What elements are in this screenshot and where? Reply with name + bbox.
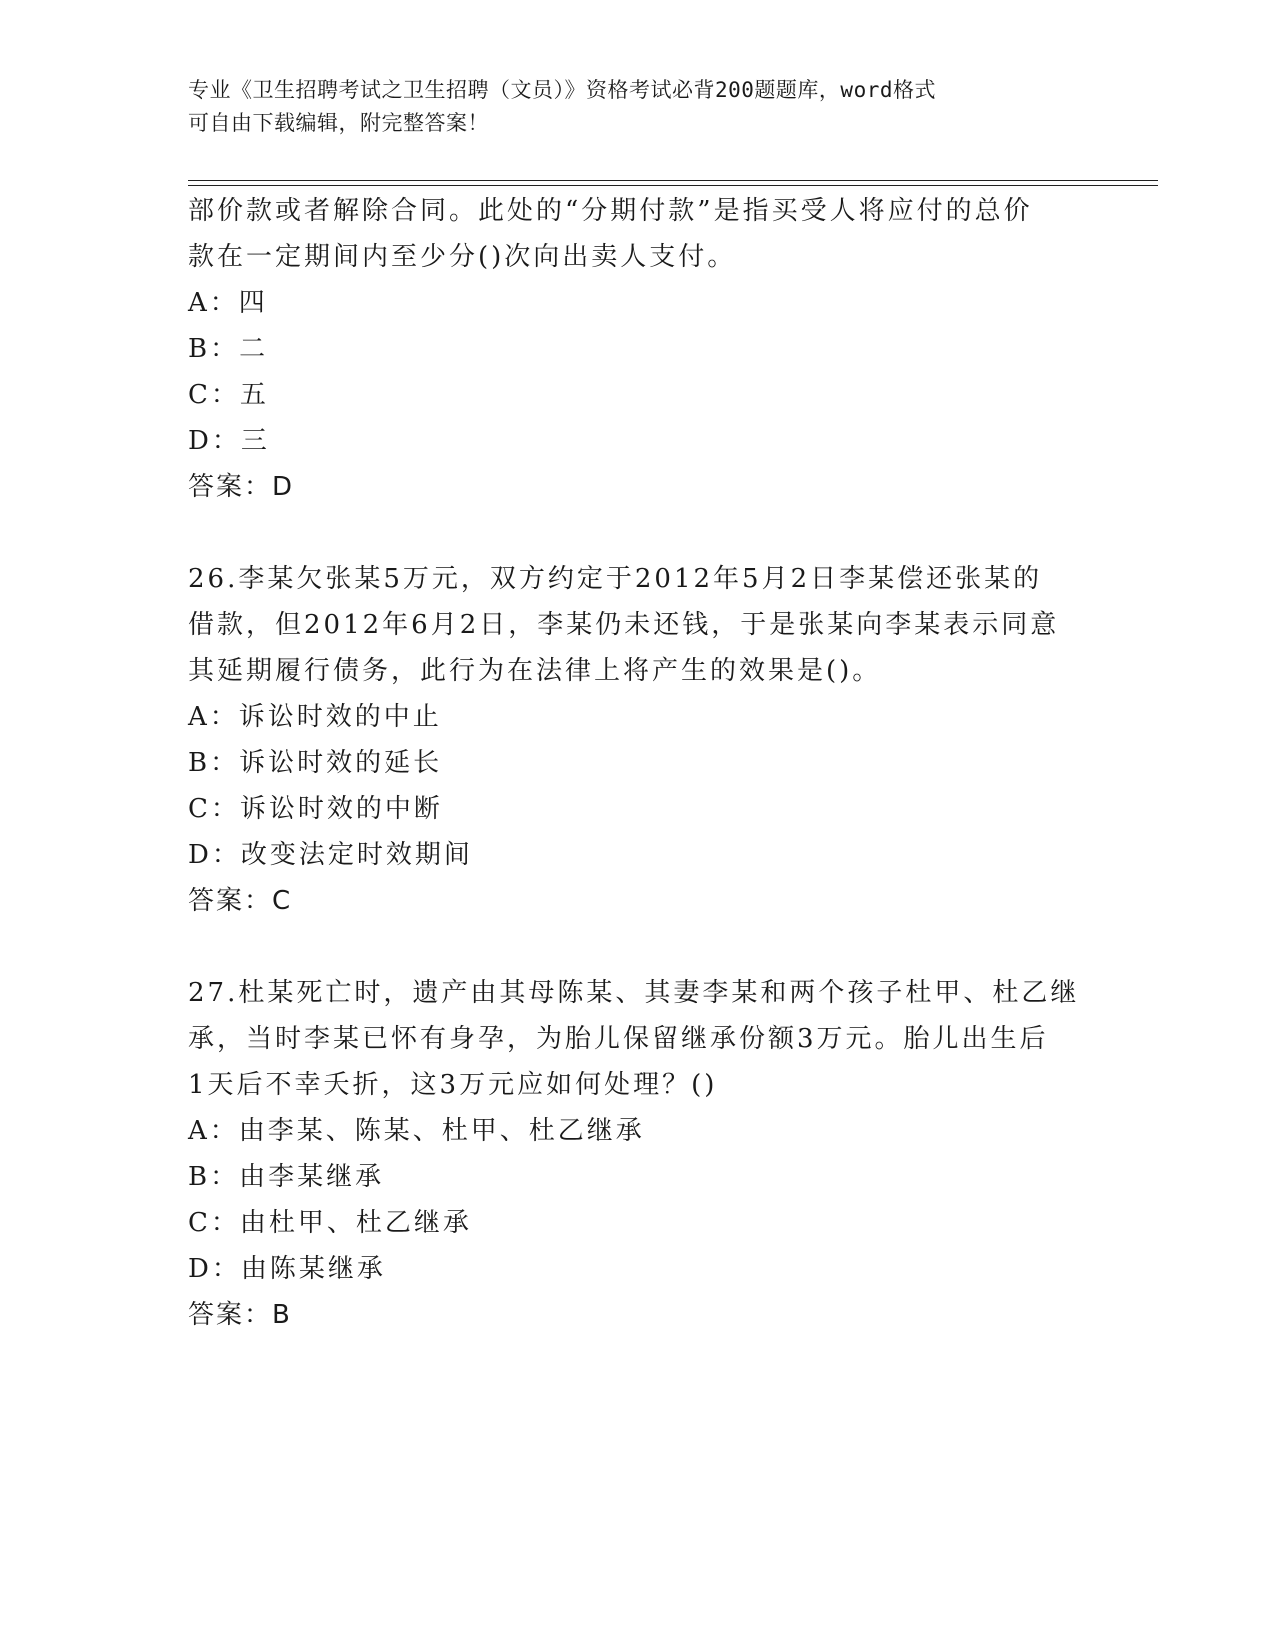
option-a: A：诉讼时效的中止 xyxy=(188,702,442,732)
question-content xyxy=(188,188,1088,1338)
option-c: C：诉讼时效的中断 xyxy=(188,794,443,824)
question-text-line: 26.李某欠张某5万元，双方约定于2012年5月2日李某偿还张某的 xyxy=(188,564,1043,594)
option-d: D：由陈某继承 xyxy=(188,1254,386,1284)
question-text-line: 1天后不幸夭折，这3万元应如何处理？() xyxy=(188,1070,718,1100)
answer-line: 答案：C xyxy=(188,886,293,916)
question-26 xyxy=(188,556,1088,924)
question-text-line: 借款，但2012年6月2日，李某仍未还钱，于是张某向李某表示同意 xyxy=(188,610,1060,640)
header-divider-bottom xyxy=(188,185,1158,186)
document-header xyxy=(188,74,1068,140)
answer-line: 答案：D xyxy=(188,472,295,502)
option-a: A：四 xyxy=(188,288,268,318)
header-divider-top xyxy=(188,180,1158,181)
spacer xyxy=(188,924,1088,970)
header-line-2: 可自由下载编辑，附完整答案！ xyxy=(188,111,489,135)
option-b: B：诉讼时效的延长 xyxy=(188,748,443,778)
question-text-line: 部价款或者解除合同。此处的“分期付款”是指买受人将应付的总价 xyxy=(188,196,1033,226)
option-a: A：由李某、陈某、杜甲、杜乙继承 xyxy=(188,1116,645,1146)
question-text-line: 款在一定期间内至少分()次向出卖人支付。 xyxy=(188,242,737,272)
option-b: B：由李某继承 xyxy=(188,1162,385,1192)
question-27 xyxy=(188,970,1088,1338)
question-text-line: 其延期履行债务，此行为在法律上将产生的效果是()。 xyxy=(188,656,882,686)
answer-line: 答案：B xyxy=(188,1300,292,1330)
question-25 xyxy=(188,188,1088,510)
option-c: C：五 xyxy=(188,380,269,410)
question-text-line: 承，当时李某已怀有身孕，为胎儿保留继承份额3万元。胎儿出生后 xyxy=(188,1024,1049,1054)
question-text-line: 27.杜某死亡时，遗产由其母陈某、其妻李某和两个孩子杜甲、杜乙继 xyxy=(188,978,1080,1008)
header-line-1: 专业《卫生招聘考试之卫生招聘（文员）》资格考试必背200题题库，word格式 xyxy=(188,78,936,102)
option-d: D：改变法定时效期间 xyxy=(188,840,473,870)
option-b: B：二 xyxy=(188,334,269,364)
option-c: C：由杜甲、杜乙继承 xyxy=(188,1208,472,1238)
spacer xyxy=(188,510,1088,556)
option-d: D：三 xyxy=(188,426,270,456)
